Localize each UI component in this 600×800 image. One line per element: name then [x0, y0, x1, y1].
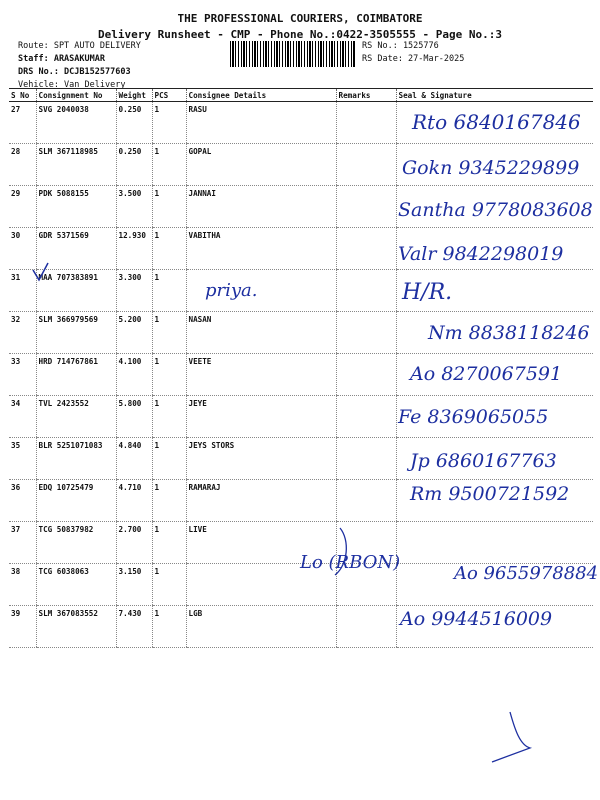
cell-consignee: VEETE — [186, 354, 336, 396]
runsheet-subtitle: Delivery Runsheet - CMP - Phone No.:0422-3505555 - Page No.:3 — [98, 28, 502, 41]
cell-pcs: 1 — [152, 522, 186, 564]
signature-31: H/R. — [402, 280, 453, 305]
cell-weight: 2.700 — [116, 522, 152, 564]
cell-weight: 3.150 — [116, 564, 152, 606]
cell-sno: 27 — [9, 102, 36, 144]
cell-consignee: LIVE — [186, 522, 336, 564]
cell-weight: 5.800 — [116, 396, 152, 438]
cell-consignee: GOPAL — [186, 144, 336, 186]
signature-38-right: Ao 9655978884 — [454, 563, 599, 584]
col-consignee: Consignee Details — [186, 89, 336, 102]
cell-consignee: JEYE — [186, 396, 336, 438]
cell-consignment: EDQ 10725479 — [36, 480, 116, 522]
cell-consignee: JEYS STORS — [186, 438, 336, 480]
rs-date: RS Date: 27-Mar-2025 — [362, 54, 465, 64]
staff-label: Staff: ARASAKUMAR — [18, 54, 105, 64]
col-weight: Weight — [116, 89, 152, 102]
col-sno: S No — [9, 89, 36, 102]
checkmark-icon — [33, 263, 48, 280]
cell-consignment: BLR 5251071083 — [36, 438, 116, 480]
cell-consignment: MAA 707383891 — [36, 270, 116, 312]
cell-consignment: TCG 50837982 — [36, 522, 116, 564]
cell-pcs: 1 — [152, 438, 186, 480]
cell-consignee: RAMARAJ — [186, 480, 336, 522]
cell-sno: 30 — [9, 228, 36, 270]
cell-sno: 32 — [9, 312, 36, 354]
cell-weight: 3.300 — [116, 270, 152, 312]
ink-stroke — [335, 528, 346, 575]
cell-weight: 0.250 — [116, 102, 152, 144]
cell-sno: 28 — [9, 144, 36, 186]
col-remarks: Remarks — [336, 89, 396, 102]
cell-consignment: PDK 5088155 — [36, 186, 116, 228]
signature-39: Ao 9944516009 — [400, 608, 553, 630]
cell-pcs: 1 — [152, 228, 186, 270]
cell-consignee: JANNAI — [186, 186, 336, 228]
cell-consignment: GDR 5371569 — [36, 228, 116, 270]
signature-34: Fe 8369065055 — [398, 406, 549, 428]
cell-pcs: 1 — [152, 312, 186, 354]
cell-pcs: 1 — [152, 102, 186, 144]
cell-weight: 12.930 — [116, 228, 152, 270]
cell-weight: 0.250 — [116, 144, 152, 186]
cell-consignment: TCG 6038063 — [36, 564, 116, 606]
signature-27: Rto 6840167846 — [412, 110, 581, 134]
cell-weight: 4.710 — [116, 480, 152, 522]
cell-consignee: NASAN — [186, 312, 336, 354]
col-pcs: PCS — [152, 89, 186, 102]
cell-pcs: 1 — [152, 354, 186, 396]
signature-35: Jp 6860167763 — [410, 450, 557, 472]
rs-number: RS No.: 1525776 — [362, 41, 439, 51]
col-signature: Seal & Signature — [396, 89, 593, 102]
cell-pcs: 1 — [152, 186, 186, 228]
page-title: THE PROFESSIONAL COURIERS, COIMBATORE — [177, 12, 423, 25]
cell-pcs: 1 — [152, 480, 186, 522]
route-label: Route: SPT AUTO DELIVERY — [18, 41, 141, 51]
cell-sno: 33 — [9, 354, 36, 396]
cell-consignee: RASU — [186, 102, 336, 144]
vehicle-label: Vehicle: Van Delivery — [18, 80, 126, 90]
cell-consignment: HRD 714767861 — [36, 354, 116, 396]
signature-36: Rm 9500721592 — [410, 483, 570, 505]
cell-pcs: 1 — [152, 396, 186, 438]
signature-33: Ao 8270067591 — [410, 363, 563, 385]
drs-label: DRS No.: DCJB152577603 — [18, 67, 131, 77]
cell-consignee: VABITHA — [186, 228, 336, 270]
cell-weight: 5.200 — [116, 312, 152, 354]
cell-weight: 3.500 — [116, 186, 152, 228]
cell-consignment: SLM 367118985 — [36, 144, 116, 186]
handwritten-name-31: priya. — [205, 280, 258, 301]
cell-weight: 4.100 — [116, 354, 152, 396]
signature-30: Valr 9842298019 — [398, 243, 564, 265]
cell-consignment: SLM 366979569 — [36, 312, 116, 354]
cell-sno: 31 — [9, 270, 36, 312]
cell-consignment: SVG 2040038 — [36, 102, 116, 144]
cell-consignee: LGB — [186, 606, 336, 648]
cell-pcs: 1 — [152, 606, 186, 648]
cell-consignment: SLM 367083552 — [36, 606, 116, 648]
cell-sno: 36 — [9, 480, 36, 522]
cell-pcs: 1 — [152, 270, 186, 312]
ink-stroke — [492, 712, 530, 762]
cell-sno: 34 — [9, 396, 36, 438]
signature-29: Santha 9778083608 — [398, 199, 593, 221]
cell-weight: 7.430 — [116, 606, 152, 648]
signature-38-left: Lo (RBON) — [300, 552, 401, 573]
cell-consignment: TVL 2423552 — [36, 396, 116, 438]
cell-sno: 29 — [9, 186, 36, 228]
cell-pcs: 1 — [152, 564, 186, 606]
cell-sno: 38 — [9, 564, 36, 606]
cell-weight: 4.840 — [116, 438, 152, 480]
signature-32: Nm 8838118246 — [428, 322, 590, 344]
cell-sno: 35 — [9, 438, 36, 480]
signature-28: Gokn 9345229899 — [402, 157, 580, 179]
cell-pcs: 1 — [152, 144, 186, 186]
cell-sno: 37 — [9, 522, 36, 564]
col-consignment: Consignment No — [36, 89, 116, 102]
cell-sno: 39 — [9, 606, 36, 648]
